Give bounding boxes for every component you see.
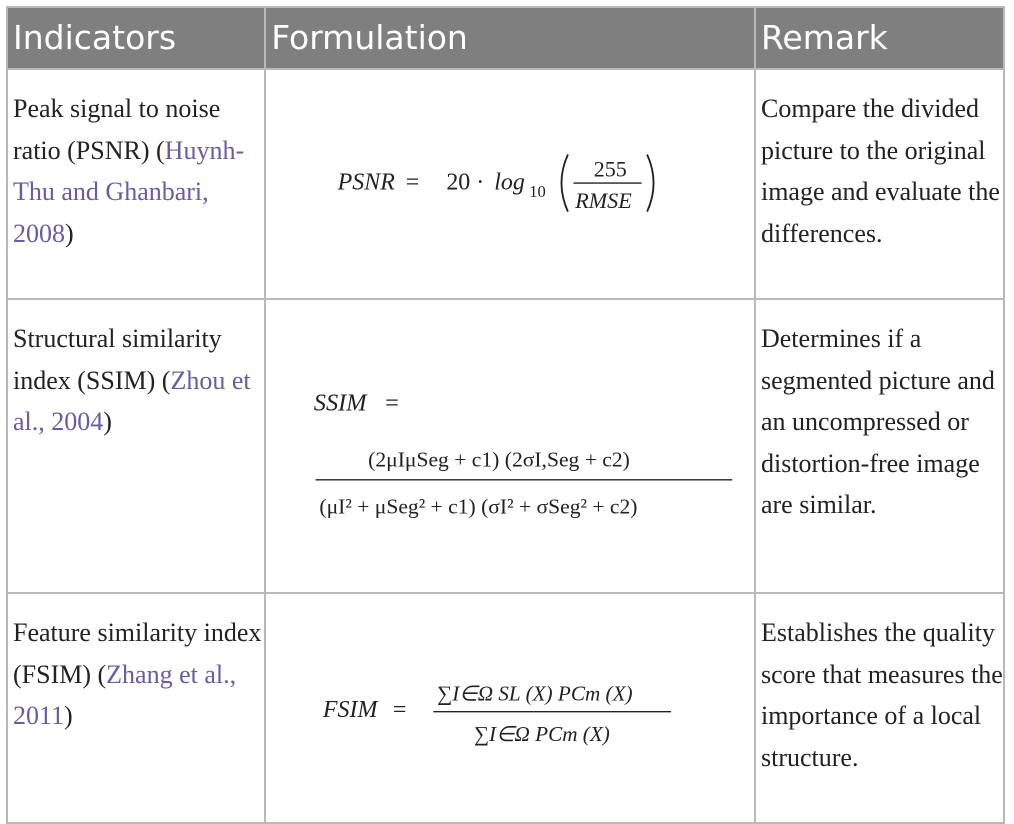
metrics-table xyxy=(6,6,1005,824)
formula-log-subscript: 10 xyxy=(529,181,546,201)
ssim-formula xyxy=(266,309,754,583)
formula-cell xyxy=(265,69,755,299)
indicator-text: Peak signal to noise ratio (PSNR) ( xyxy=(13,94,221,165)
formula-numerator: ∑I∈Ω SL (X) PCm (X) xyxy=(437,681,633,706)
header-formulation: Formulation xyxy=(265,7,755,69)
header-row xyxy=(7,7,1004,69)
formula-lhs: SSIM xyxy=(313,389,367,417)
psnr-formula xyxy=(266,79,754,289)
indicator-close: ) xyxy=(64,701,73,730)
left-paren xyxy=(562,155,568,212)
header-remark: Remark xyxy=(755,7,1004,69)
formula-lhs: PSNR xyxy=(337,169,396,196)
indicator-cell xyxy=(7,69,265,299)
remark-cell: Determines if a segmented picture and an uncompressed or distortion-free image are similar. xyxy=(755,299,1004,593)
citation-link[interactable]: Zhou et al., 2004 xyxy=(13,365,251,436)
remark-cell: Establishes the quality score that measures the importance of a local structure. xyxy=(755,593,1004,823)
indicator-close: ) xyxy=(103,407,112,436)
fsim-formula xyxy=(266,603,754,813)
indicator-text: Feature similarity index (FSIM) ( xyxy=(13,618,262,689)
formula-equals: = xyxy=(393,697,407,724)
citation-link[interactable]: Zhang et al., 2011 xyxy=(13,659,237,730)
formula-denominator: ∑I∈Ω PCm (X) xyxy=(474,722,611,747)
formula-numerator: (2μIμSeg + c1) (2σI,Seg + c2) xyxy=(368,447,631,472)
header-indicators: Indicators xyxy=(7,7,265,69)
table-row xyxy=(7,593,1004,823)
formula-equals: = xyxy=(406,169,420,196)
indicator-cell xyxy=(7,593,265,823)
right-paren xyxy=(647,155,653,212)
formula-coefficient: 20 · xyxy=(446,169,485,196)
indicator-close: ) xyxy=(65,218,74,248)
table-row xyxy=(7,69,1004,299)
indicator-cell xyxy=(7,299,265,593)
indicator-text: Structural similarity index (SSIM) ( xyxy=(13,324,222,395)
formula-cell xyxy=(265,593,755,823)
formula-denominator: RMSE xyxy=(575,187,632,213)
formula-equals: = xyxy=(385,389,400,417)
formula-denominator: (μI² + μSeg² + c1) (σI² + σSeg² + c2) xyxy=(319,494,638,519)
formula-numerator: 255 xyxy=(593,156,628,182)
formula-cell xyxy=(265,299,755,593)
formula-lhs: FSIM xyxy=(323,697,378,724)
table-row xyxy=(7,299,1004,593)
citation-link[interactable]: Huynh-Thu and Ghanbari, 2008 xyxy=(13,135,245,248)
remark-cell: Compare the divided picture to the original image and evaluate the differences. xyxy=(755,69,1004,299)
formula-log: log xyxy=(494,169,526,196)
